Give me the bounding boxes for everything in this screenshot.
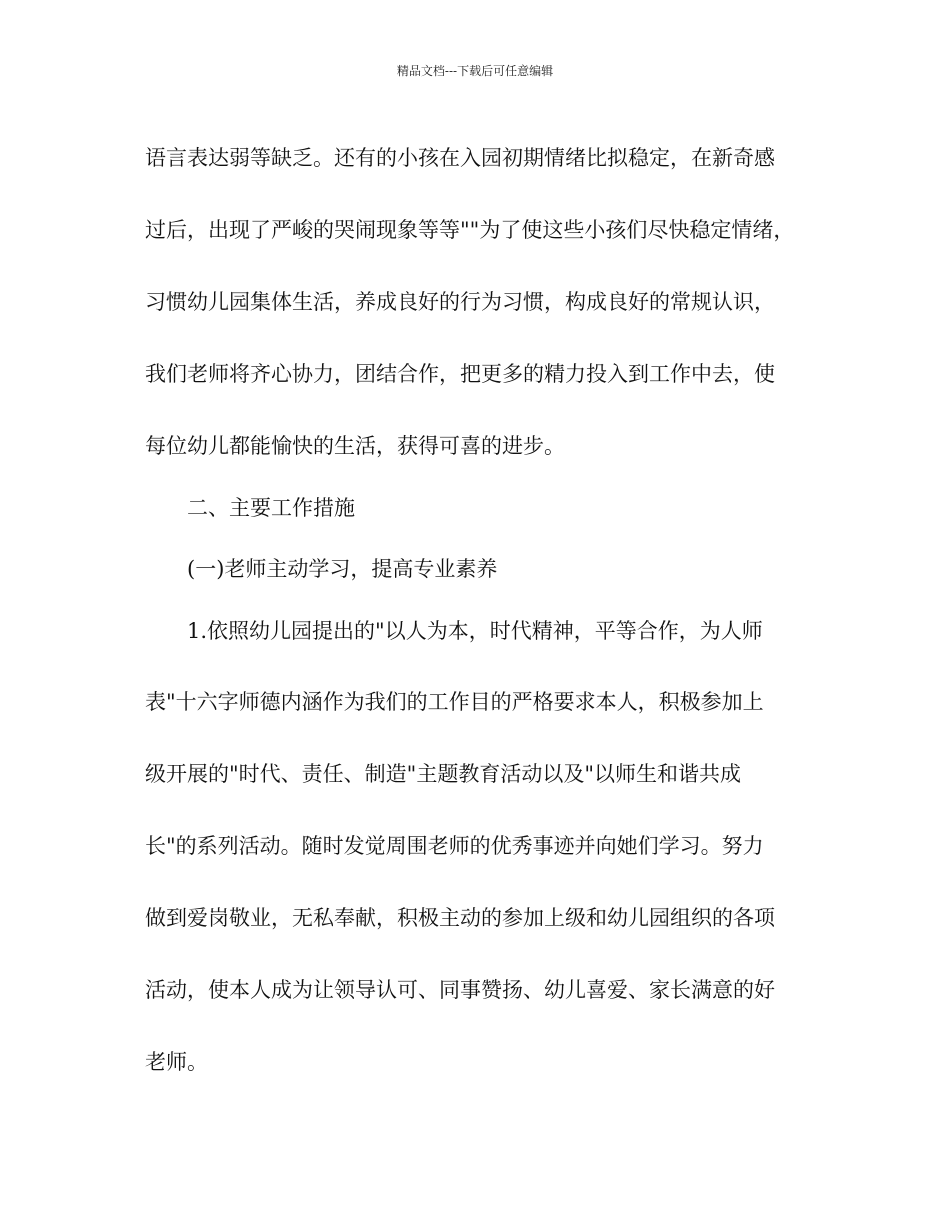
- body-line: 语言表达弱等缺乏。还有的小孩在入园初期情绪比拟稳定，在新奇感: [145, 146, 775, 170]
- section-heading: 二、主要工作措施: [187, 496, 355, 520]
- body-line: 每位幼儿都能愉快的生活，获得可喜的进步。: [145, 434, 565, 458]
- body-line: 表"十六字师德内涵作为我们的工作目的严格要求本人，积极参加上: [145, 690, 764, 714]
- body-line: 做到爱岗敬业，无私奉献，积极主动的参加上级和幼儿园组织的各项: [145, 906, 775, 930]
- body-line: 过后，出现了严峻的哭闹现象等等""为了使这些小孩们尽快稳定情绪，: [145, 218, 795, 242]
- body-line: 老师。: [145, 1050, 208, 1074]
- body-line: 长"的系列活动。随时发觉周围老师的优秀事迹并向她们学习。努力: [145, 834, 764, 858]
- body-line: 级开展的"时代、责任、制造"主题教育活动以及"以师生和谐共成: [145, 762, 741, 786]
- body-line: 活动，使本人成为让领导认可、同事赞扬、幼儿喜爱、家长满意的好: [145, 978, 775, 1002]
- body-line: 1.依照幼儿园提出的"以人为本，时代精神，平等合作，为人师: [187, 619, 763, 643]
- subsection-heading: (一)老师主动学习，提高专业素养: [187, 557, 498, 581]
- body-line: 我们老师将齐心协力，团结合作，把更多的精力投入到工作中去，使: [145, 362, 775, 386]
- page-header: 精品文档---下载后可任意编辑: [396, 64, 554, 78]
- body-line: 习惯幼儿园集体生活，养成良好的行为习惯，构成良好的常规认识，: [145, 290, 775, 314]
